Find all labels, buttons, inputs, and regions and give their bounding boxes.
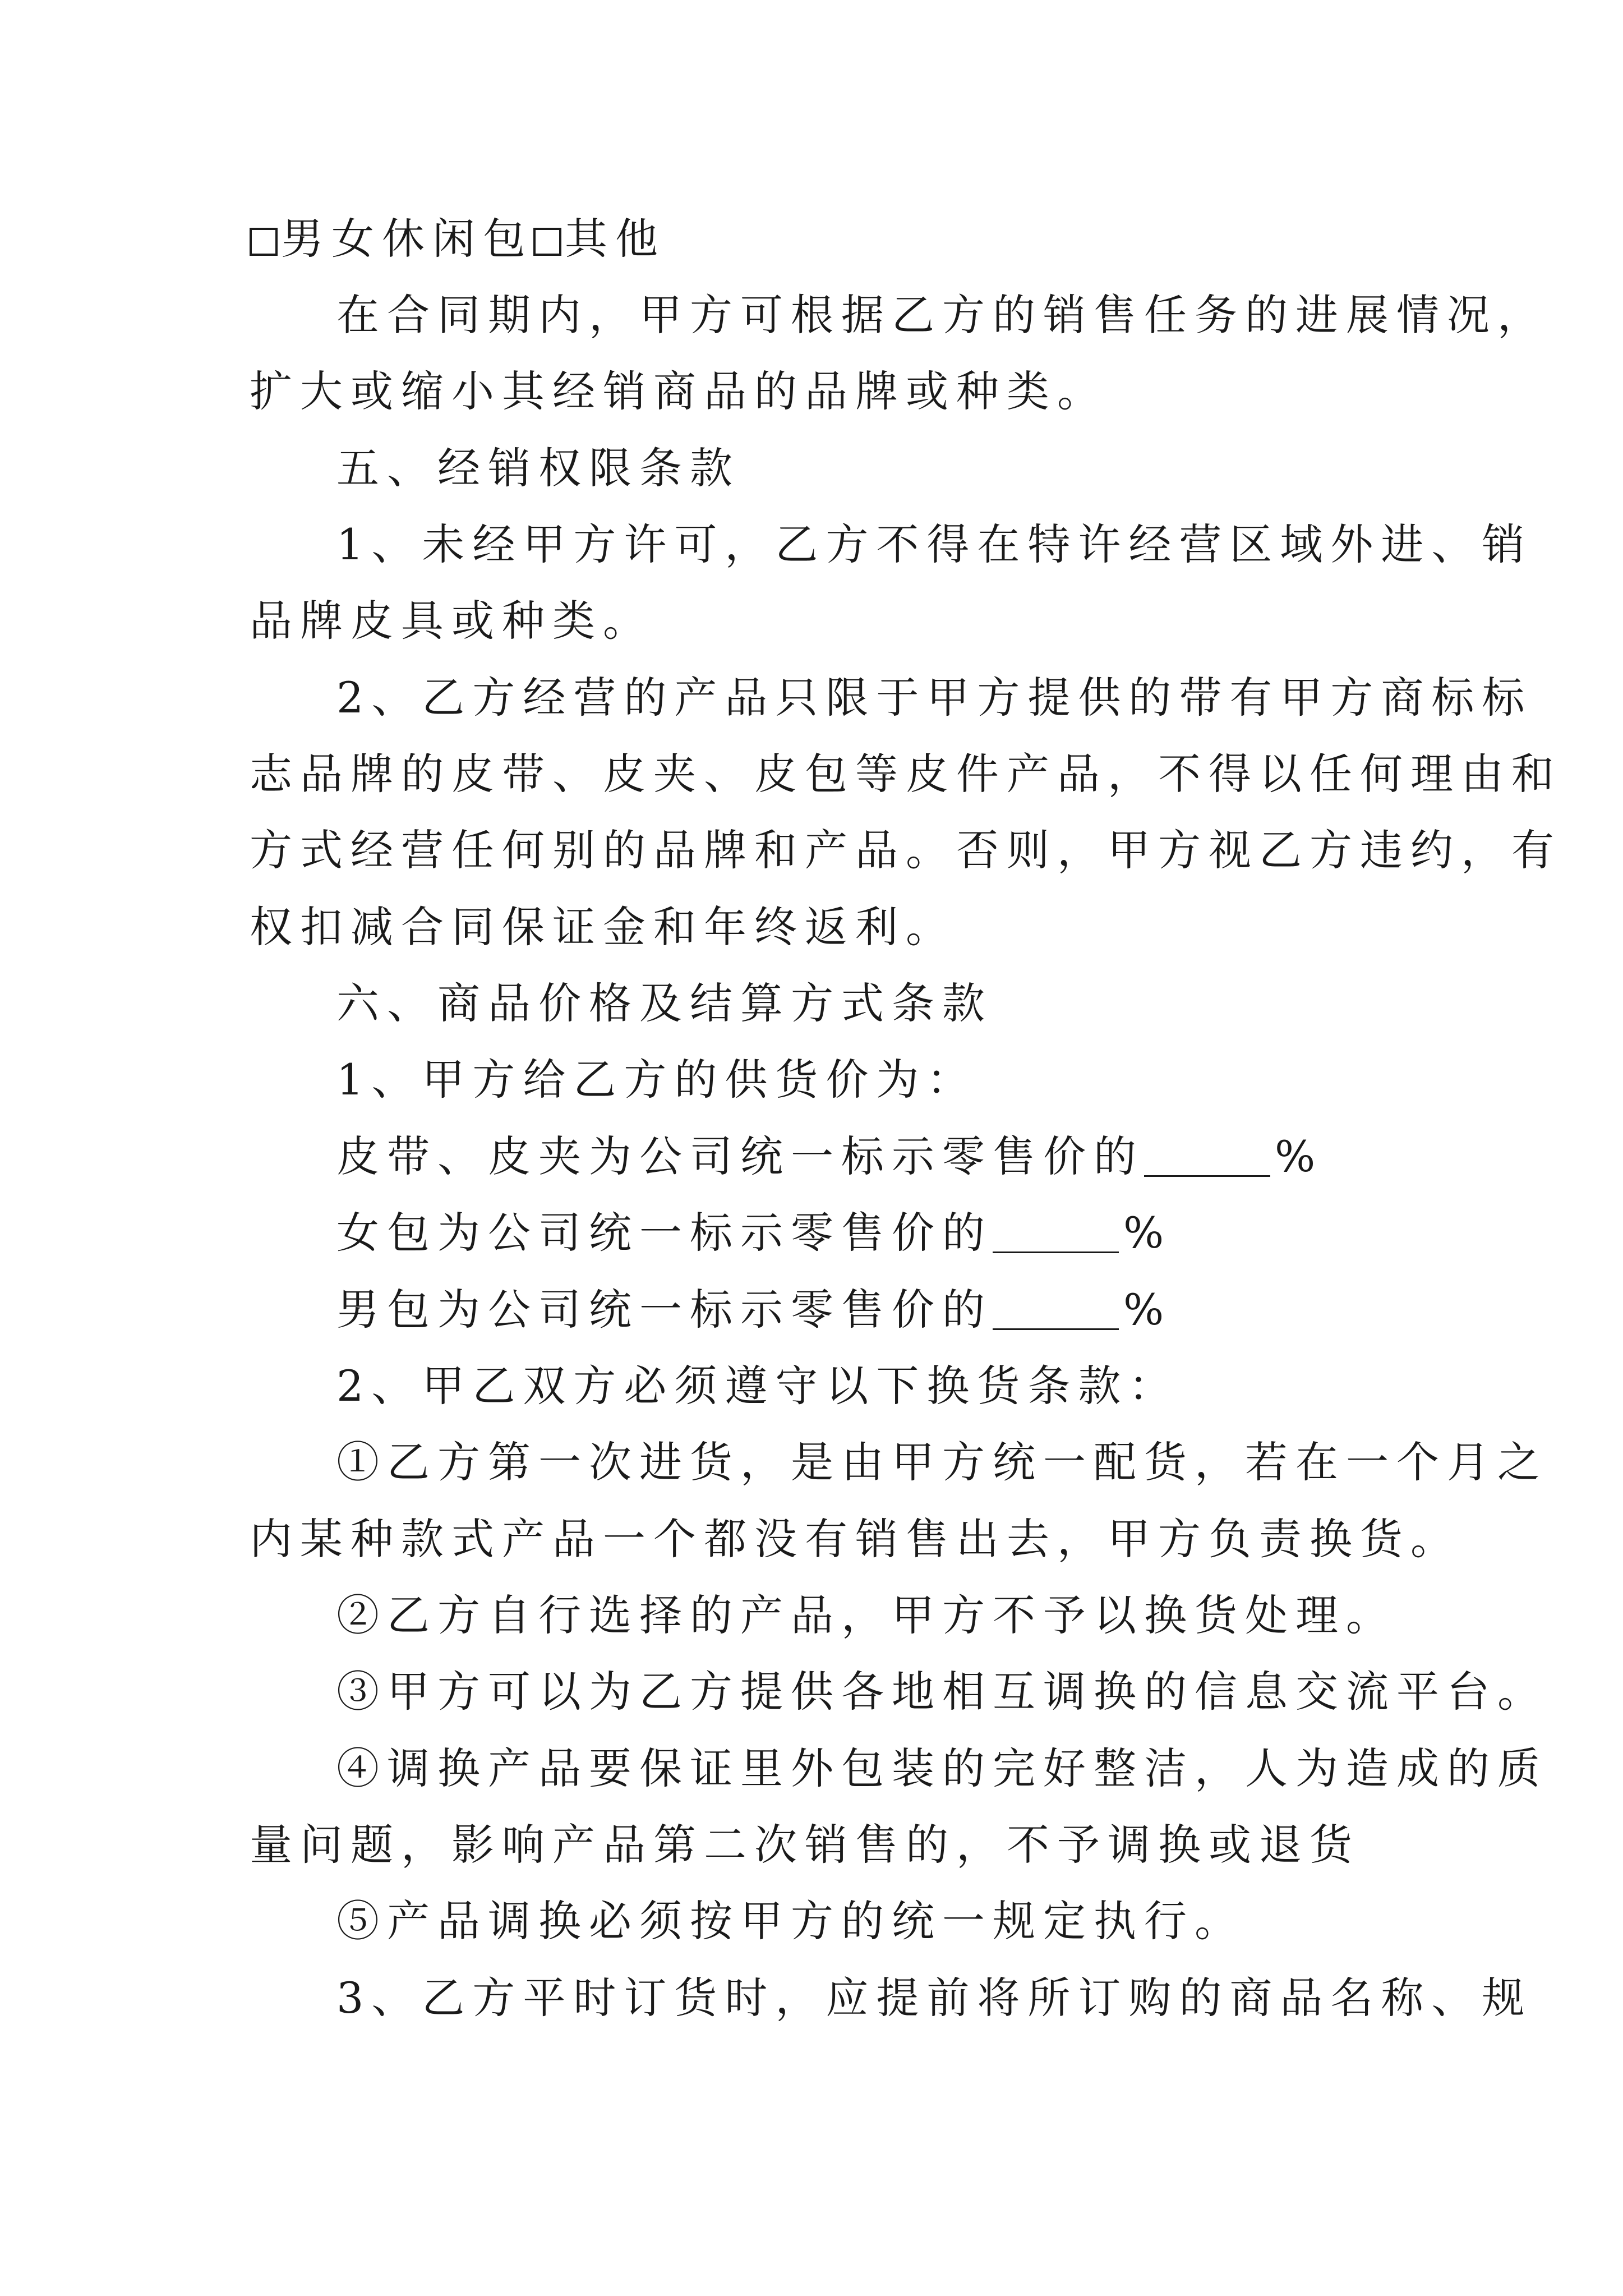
category-options-line — [250, 211, 666, 267]
percent-sign: % — [1123, 1285, 1172, 1335]
paragraph-line: 志品牌的皮带、皮夹、皮包等皮件产品，不得以任何理由和 — [250, 749, 1562, 799]
fill-in-blank[interactable] — [993, 1289, 1119, 1330]
paragraph-line: 1、甲方给乙方的供货价为： — [336, 1055, 978, 1105]
checkbox-other[interactable] — [533, 228, 561, 256]
section-heading: 六、商品价格及结算方式条款 — [336, 978, 993, 1028]
price-line-womens-bags — [336, 1205, 1172, 1261]
paragraph-line: 内某种款式产品一个都没有销售出去，甲方负责换货。 — [250, 1514, 1461, 1564]
price-label: 男包为公司统一标示零售价的 — [336, 1285, 993, 1335]
price-line-mens-bags — [336, 1282, 1172, 1338]
fill-in-blank[interactable] — [993, 1212, 1119, 1253]
price-label: 女包为公司统一标示零售价的 — [336, 1208, 993, 1258]
option-casual-bag-label: 男女休闲包 — [281, 214, 533, 264]
paragraph-line: 2、乙方经营的产品只限于甲方提供的带有甲方商标标 — [336, 673, 1533, 723]
paragraph-line: ④调换产品要保证里外包装的完好整洁，人为造成的质 — [336, 1743, 1548, 1793]
percent-sign: % — [1275, 1131, 1324, 1181]
section-heading: 五、经销权限条款 — [336, 443, 740, 493]
paragraph-line: ②乙方自行选择的产品，甲方不予以换货处理。 — [336, 1590, 1396, 1640]
price-line-belts-wallets — [336, 1129, 1323, 1185]
option-other-label: 其他 — [565, 214, 666, 264]
paragraph-line: 量问题，影响产品第二次销售的，不予调换或退货 — [250, 1820, 1360, 1870]
price-label: 皮带、皮夹为公司统一标示零售价的 — [336, 1131, 1144, 1181]
paragraph-line: 品牌皮具或种类。 — [250, 596, 653, 646]
paragraph-line: 1、未经甲方许可，乙方不得在特许经营区域外进、销 — [336, 519, 1533, 569]
paragraph-line: ③甲方可以为乙方提供各地相互调换的信息交流平台。 — [336, 1667, 1548, 1717]
paragraph-line: ①乙方第一次进货，是由甲方统一配货，若在一个月之 — [336, 1437, 1548, 1487]
percent-sign: % — [1123, 1208, 1172, 1258]
paragraph-line: 扩大或缩小其经销商品的品牌或种类。 — [250, 366, 1108, 416]
fill-in-blank[interactable] — [1144, 1136, 1270, 1177]
paragraph-line: ⑤产品调换必须按甲方的统一规定执行。 — [336, 1896, 1245, 1946]
checkbox-casual-bag[interactable] — [250, 228, 278, 256]
paragraph-line: 2、甲乙双方必须遵守以下换货条款： — [336, 1361, 1179, 1411]
paragraph-line: 方式经营任何别的品牌和产品。否则，甲方视乙方违约，有 — [250, 825, 1562, 875]
paragraph-line: 3、乙方平时订货时，应提前将所订购的商品名称、规 — [336, 1973, 1533, 2023]
paragraph-line: 权扣减合同保证金和年终返利。 — [250, 902, 956, 952]
paragraph-line: 在合同期内，甲方可根据乙方的销售任务的进展情况， — [336, 290, 1548, 340]
